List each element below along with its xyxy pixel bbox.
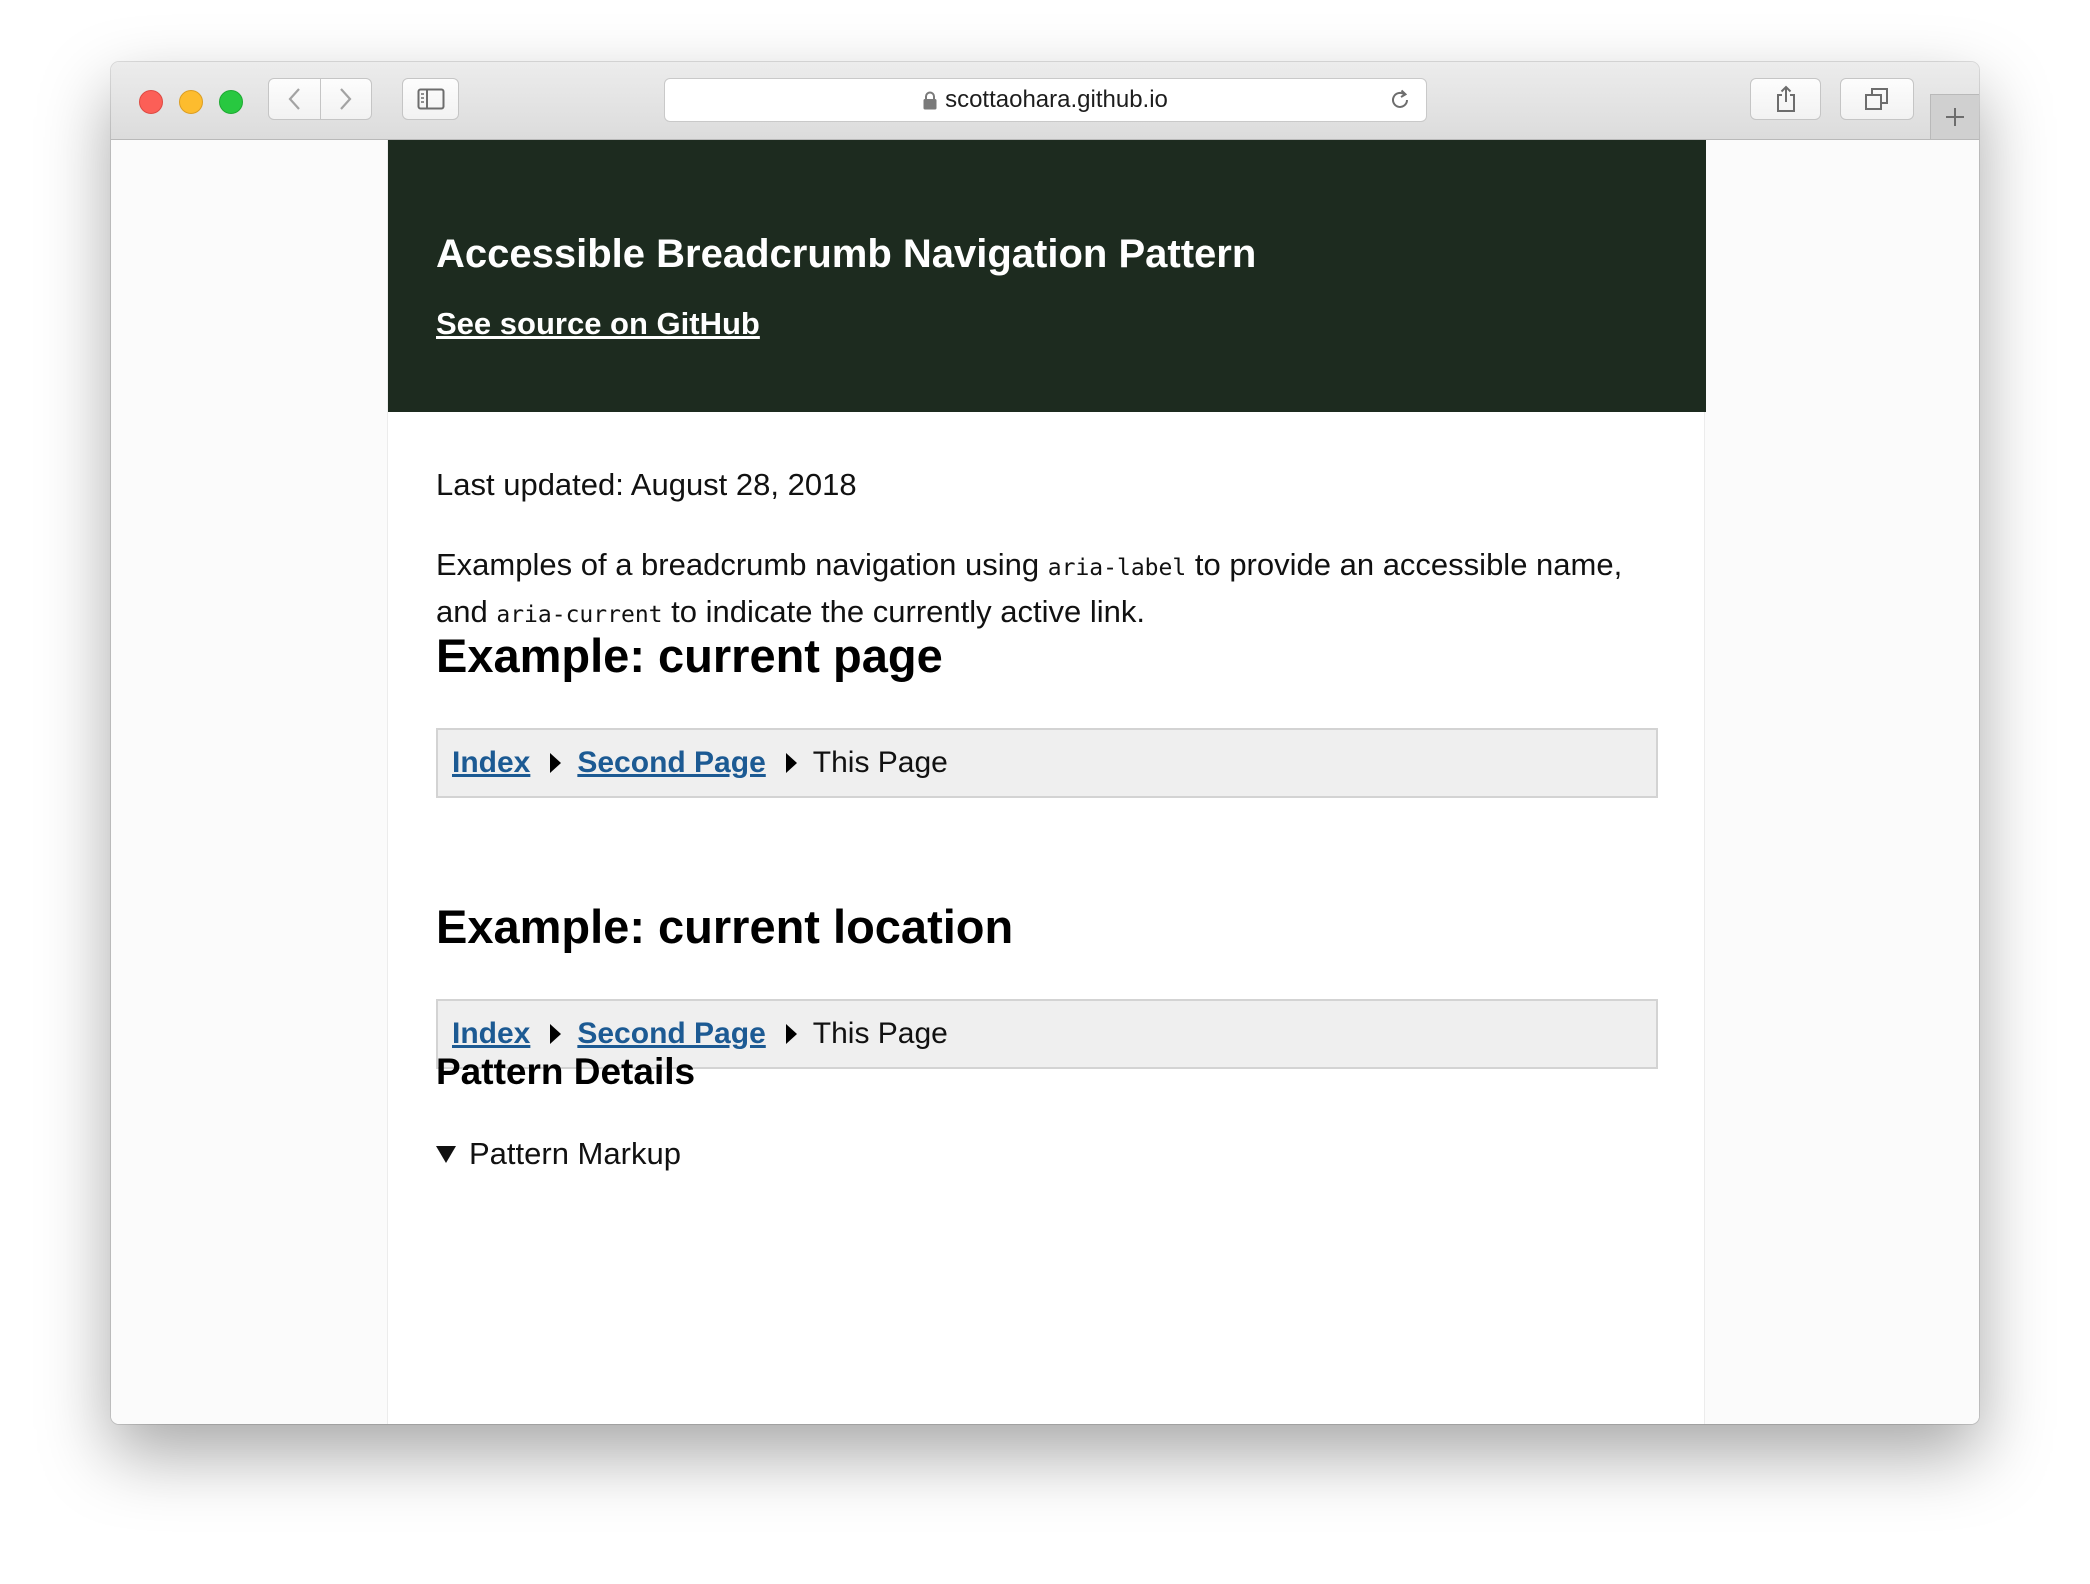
pattern-markup-label: Pattern Markup <box>469 1136 681 1171</box>
intro-text: to indicate the currently active link. <box>662 594 1145 629</box>
github-source-link[interactable]: See source on GitHub <box>436 306 760 341</box>
breadcrumb-link-index[interactable]: Index <box>452 746 531 779</box>
breadcrumb-link-index[interactable]: Index <box>452 1017 531 1050</box>
forward-button[interactable] <box>320 79 372 119</box>
lock-icon <box>923 91 937 110</box>
pattern-markup-disclosure[interactable] <box>436 1136 681 1172</box>
sidebar-icon <box>417 88 445 110</box>
intro-text: Examples of a breadcrumb navigation using <box>436 547 1048 582</box>
close-window-button[interactable] <box>139 90 163 114</box>
browser-window <box>111 62 1979 1424</box>
plus-icon <box>1943 105 1967 129</box>
share-button[interactable] <box>1750 78 1821 120</box>
browser-toolbar <box>111 62 1979 140</box>
back-button[interactable] <box>269 79 320 119</box>
breadcrumb-link-second-page[interactable]: Second Page <box>577 746 766 779</box>
breadcrumb-current-item: This Page <box>812 746 948 779</box>
zoom-window-button[interactable] <box>219 90 243 114</box>
caret-right-icon <box>550 1024 561 1044</box>
share-icon <box>1775 85 1797 113</box>
breadcrumb-current-page <box>436 728 1658 798</box>
intro-text: to provide an accessible name, and <box>436 547 1623 629</box>
intro-paragraph <box>436 543 1658 637</box>
url-text: scottaohara.github.io <box>945 86 1168 113</box>
example-heading-current-location: Example: current location <box>436 900 1014 953</box>
chevron-left-icon <box>287 87 301 111</box>
address-bar[interactable] <box>664 78 1427 122</box>
sidebar-toggle-button[interactable] <box>402 78 459 120</box>
aria-label-code: aria-label <box>1047 555 1187 581</box>
caret-right-icon <box>550 753 561 773</box>
page-title: Accessible Breadcrumb Navigation Pattern <box>436 232 1257 276</box>
history-nav <box>268 78 372 120</box>
triangle-down-icon <box>436 1146 456 1163</box>
page-viewport <box>111 140 1979 1424</box>
aria-current-code: aria-current <box>496 602 663 628</box>
caret-right-icon <box>786 753 797 773</box>
example-heading-current-page: Example: current page <box>436 629 943 682</box>
breadcrumb-link-second-page[interactable]: Second Page <box>577 1017 766 1050</box>
chevron-right-icon <box>339 87 353 111</box>
caret-right-icon <box>786 1024 797 1044</box>
pattern-details-heading: Pattern Details <box>436 1051 696 1092</box>
reload-icon[interactable] <box>1388 88 1412 112</box>
minimize-window-button[interactable] <box>179 90 203 114</box>
tabs-icon <box>1864 87 1890 111</box>
tab-overview-button[interactable] <box>1840 78 1914 120</box>
new-tab-button[interactable] <box>1930 94 1979 139</box>
page-header <box>388 140 1706 412</box>
url-display <box>665 79 1426 121</box>
last-updated-text: Last updated: August 28, 2018 <box>436 467 857 502</box>
page-container <box>387 140 1705 1424</box>
breadcrumb-current-item: This Page <box>812 1017 948 1050</box>
